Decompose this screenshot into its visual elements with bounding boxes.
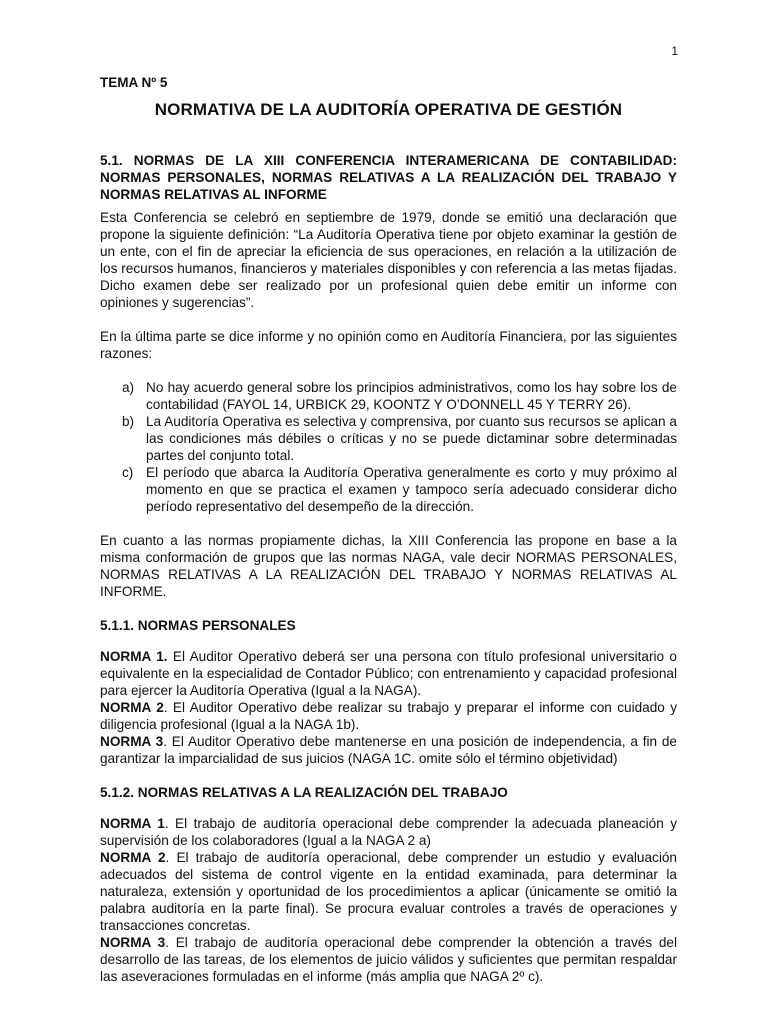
norma-label: NORMA 3 [100, 734, 164, 749]
norma-label: NORMA 2 [100, 850, 166, 865]
page-title: NORMATIVA DE LA AUDITORÍA OPERATIVA DE GESTIÓN [154, 100, 623, 119]
list-item-text: La Auditoría Operativa es selectiva y comprensiva, por cuanto sus recursos se aplican a las condiciones más débiles o críticas y no se puede dictaminar sobre determinadas partes del conjunto total. [146, 414, 677, 463]
norma-label: NORMA 1 [100, 816, 165, 831]
norma-text: . El Auditor Operativo debe realizar su trabajo y preparar el informe con cuidado y diligencia profesional (Igual a la NAGA 1b). [100, 700, 677, 732]
list-item [100, 464, 677, 515]
list-marker: b) [122, 414, 135, 429]
norma-text: . El trabajo de auditoría operacional debe comprender la adecuada planeación y supervisión de los colaboradores (Igual a la NAGA 2 a) [100, 816, 677, 848]
trabajo-norms [100, 815, 677, 985]
norms-intro-paragraph: En cuanto a las normas propiamente dichas, la XIII Conferencia las propone en base a la misma conformación de grupos que las normas NAGA, vale decir NORMAS PERSONALES, NORMAS RELATIVAS A LA REALIZACIÓN DEL TRABAJO Y NORMAS RELATIVAS AL INFORME. [100, 533, 677, 599]
norma-text: . El trabajo de auditoría operacional debe comprender la obtención a través del desarrollo de las tareas, de los elementos de juicio válidos y suficientes que permitan respaldar las aseveraciones formuladas en el informe (más amplia que NAGA 2º c). [100, 935, 677, 984]
personales-norms [100, 648, 677, 767]
tema-label: TEMA Nº 5 [100, 75, 168, 90]
norma-label: NORMA 3 [100, 935, 166, 950]
norma-label: NORMA 1. [100, 649, 168, 664]
intro-paragraph: Esta Conferencia se celebró en septiembre de 1979, donde se emitió una declaración que propone la siguiente definición: “La Auditoría Operativa tiene por objeto examinar la gestión de un ente, con el fin de apreciar la eficiencia de sus operaciones, en relación a la utilización de los recursos humanos, financieros y materiales disponibles y con referencia a las metas fijadas. Dicho examen debe ser realizado por un profesional quien debe emitir un informe con opiniones y sugerencias”. [100, 210, 677, 310]
reasons-intro-paragraph: En la última parte se dice informe y no opinión como en Auditoría Financiera, por las siguientes razones: [100, 329, 677, 361]
list-marker: c) [122, 465, 134, 480]
norma-paragraph [100, 648, 677, 699]
list-item [100, 379, 677, 413]
page-number: 1 [671, 44, 678, 58]
personales-heading: 5.1.1. NORMAS PERSONALES [100, 618, 296, 633]
document-body [100, 74, 677, 1002]
norma-text: El Auditor Operativo deberá ser una persona con título profesional universitario o equivalente en la especialidad de Contador Público; con entrenamiento y capacidad profesional para ejercer la Auditoría Operativa (Igual a la NAGA). [100, 649, 677, 698]
norma-paragraph [100, 849, 677, 934]
reasons-list [100, 379, 677, 515]
norma-text: . El Auditor Operativo debe mantenerse en una posición de independencia, a fin de garantizar la imparcialidad de sus juicios (NAGA 1C. omite sólo el término objetividad) [100, 734, 677, 766]
list-item-text: No hay acuerdo general sobre los principios administrativos, como los hay sobre los de contabilidad (FAYOL 14, URBICK 29, KOONTZ Y O’DONNELL 45 Y TERRY 26). [146, 380, 677, 412]
list-marker: a) [122, 380, 135, 395]
trabajo-heading: 5.1.2. NORMAS RELATIVAS A LA REALIZACIÓN DEL TRABAJO [100, 785, 508, 800]
list-item-text: El período que abarca la Auditoría Operativa generalmente es corto y muy próximo al momento en que se practica el examen y tampoco sería adecuado considerar dicho período representativo del desempeño de la dirección. [146, 465, 677, 514]
norma-paragraph [100, 733, 677, 767]
norma-paragraph [100, 934, 677, 985]
norma-paragraph [100, 699, 677, 733]
norma-paragraph [100, 815, 677, 849]
norma-label: NORMA 2 [100, 700, 164, 715]
section-heading: 5.1. NORMAS DE LA XIII CONFERENCIA INTERAMERICANA DE CONTABILIDAD: NORMAS PERSONALES, NORMAS RELATIVAS A LA REALIZACIÓN DEL TRABAJO Y NORMAS RELATIVAS AL INFORME [100, 153, 677, 202]
list-item [100, 413, 677, 464]
norma-text: . El trabajo de auditoría operacional, debe comprender un estudio y evaluación adecuados del sistema de control vigente en la entidad examinada, para determinar la naturaleza, extensión y oportunidad de los procedimientos a aplicar (únicamente se omitió la palabra auditoría en la parte final). Se procura evaluar controles a través de operaciones y transacciones concretas. [100, 850, 677, 933]
